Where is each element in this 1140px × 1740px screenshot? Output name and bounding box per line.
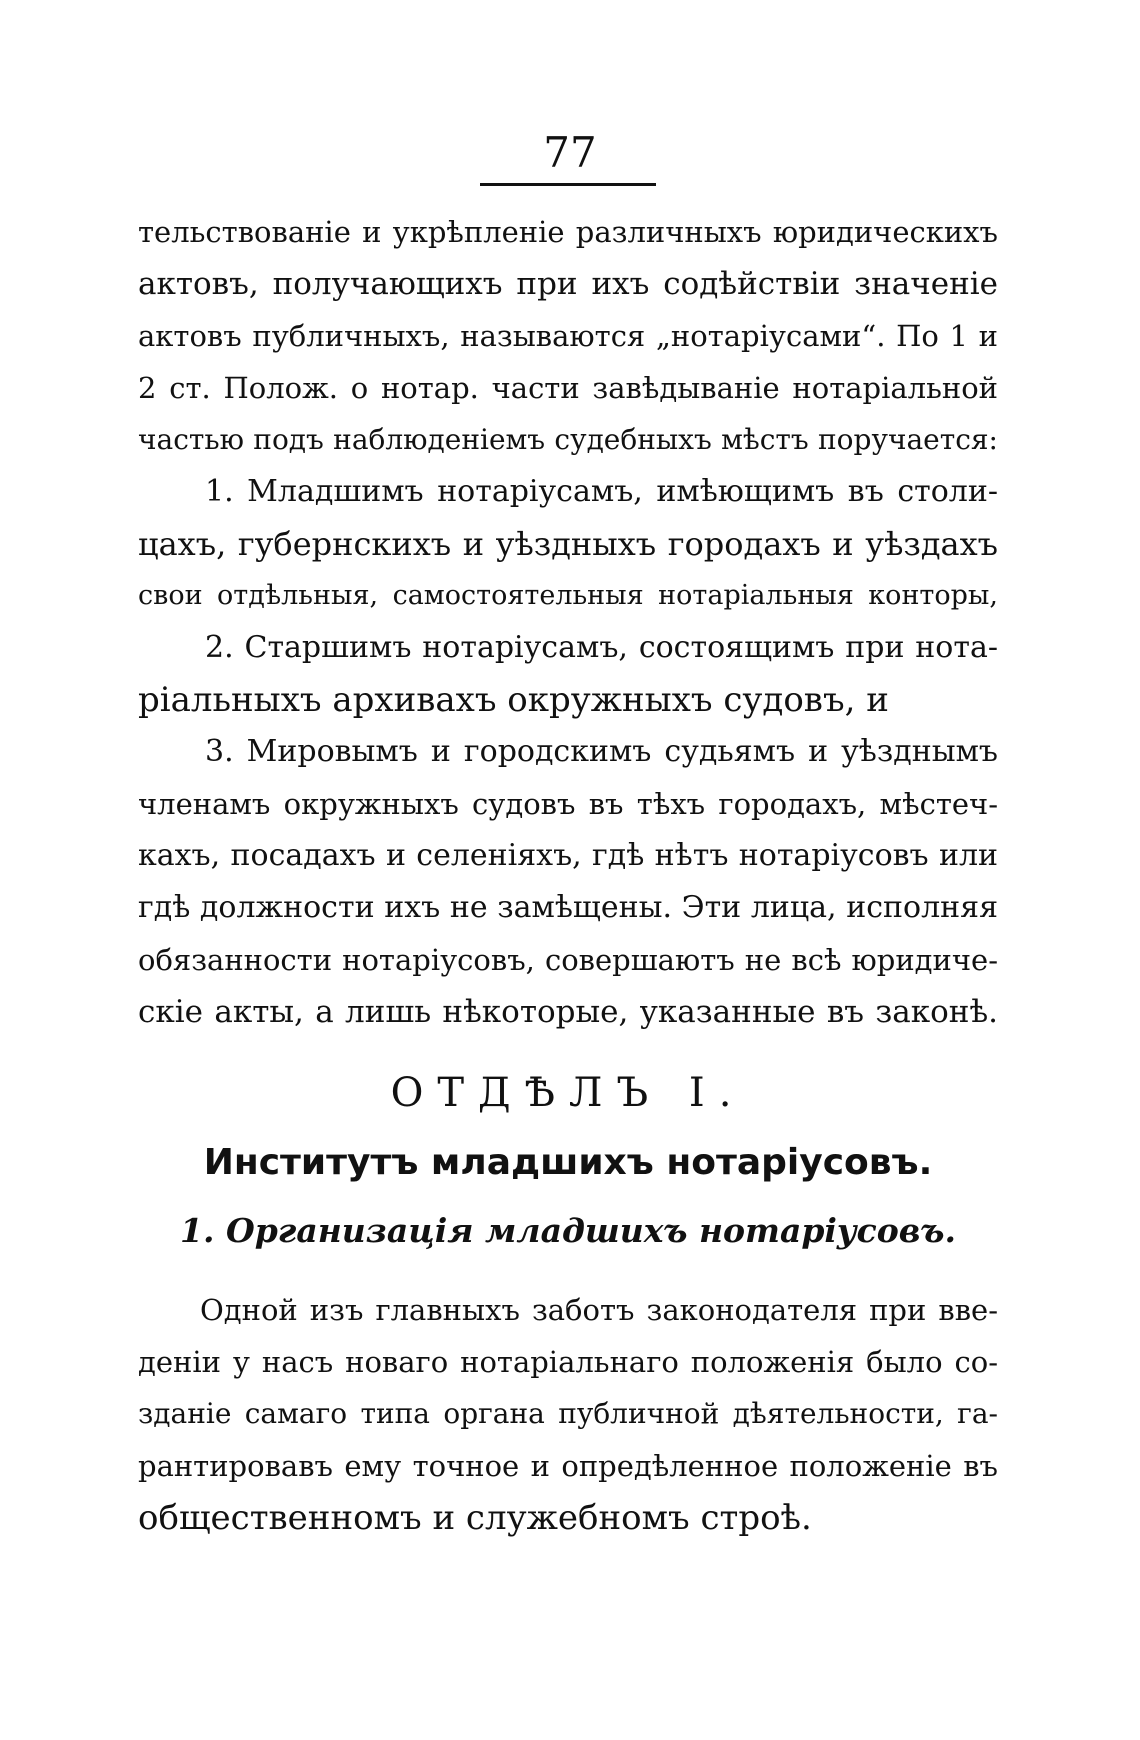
section-title: Институтъ младшихъ нотаріусовъ.: [203, 1142, 933, 1183]
page-number-rule: [480, 183, 656, 186]
text-line: актовъ, получающихъ при ихъ содѣйствіи значеніе: [138, 266, 998, 302]
text-line: 1. Младшимъ нотаріусамъ, имѣющимъ въ столи-: [205, 474, 998, 509]
section-heading: ОТДѢЛЪ I.: [390, 1070, 746, 1116]
text-line: кахъ, посадахъ и селеніяхъ, гдѣ нѣтъ нотаріусовъ или: [138, 838, 998, 873]
page-number: 77: [543, 128, 597, 177]
text-line: членамъ окружныхъ судовъ въ тѣхъ городахъ, мѣстеч-: [138, 787, 998, 821]
text-line: свои отдѣльныя, самостоятельныя нотаріальныя конторы,: [138, 580, 998, 611]
text-line: скіе акты, а лишь нѣкоторые, указанные въ законѣ.: [138, 994, 998, 1030]
text-line: обязанности нотаріусовъ, совершаютъ не всѣ юридиче-: [138, 943, 998, 977]
text-line: 2 ст. Полож. о нотар. части завѣдываніе нотаріальной: [138, 371, 998, 405]
text-line: 2. Старшимъ нотаріусамъ, состоящимъ при нота-: [205, 630, 998, 665]
text-line: 3. Мировымъ и городскимъ судьямъ и уѣзднымъ: [205, 734, 998, 769]
text-line: частью подъ наблюденіемъ судебныхъ мѣстъ поручается:: [138, 423, 998, 456]
text-line: рантировавъ ему точное и опредѣленное положеніе въ: [138, 1449, 998, 1483]
text-line: цахъ, губернскихъ и уѣздныхъ городахъ и уѣздахъ: [138, 525, 998, 563]
text-line: деніи у насъ новаго нотаріальнаго положенія было со-: [138, 1345, 998, 1379]
text-line: Одной изъ главныхъ заботъ законодателя при вве-: [200, 1293, 998, 1327]
text-line: зданіе самаго типа органа публичной дѣятельности, га-: [138, 1397, 998, 1430]
text-line: ріальныхъ архивахъ окружныхъ судовъ, и: [138, 680, 889, 720]
text-line: общественномъ и служебномъ строѣ.: [138, 1498, 812, 1538]
subsection-title: 1. Организація младшихъ нотаріусовъ.: [180, 1211, 956, 1250]
text-line: актовъ публичныхъ, называются „нотаріусами“. По 1 и: [138, 319, 998, 353]
text-line: тельствованіе и укрѣпленіе различныхъ юридическихъ: [138, 215, 998, 249]
text-line: гдѣ должности ихъ не замѣщены. Эти лица, исполняя: [138, 890, 998, 925]
